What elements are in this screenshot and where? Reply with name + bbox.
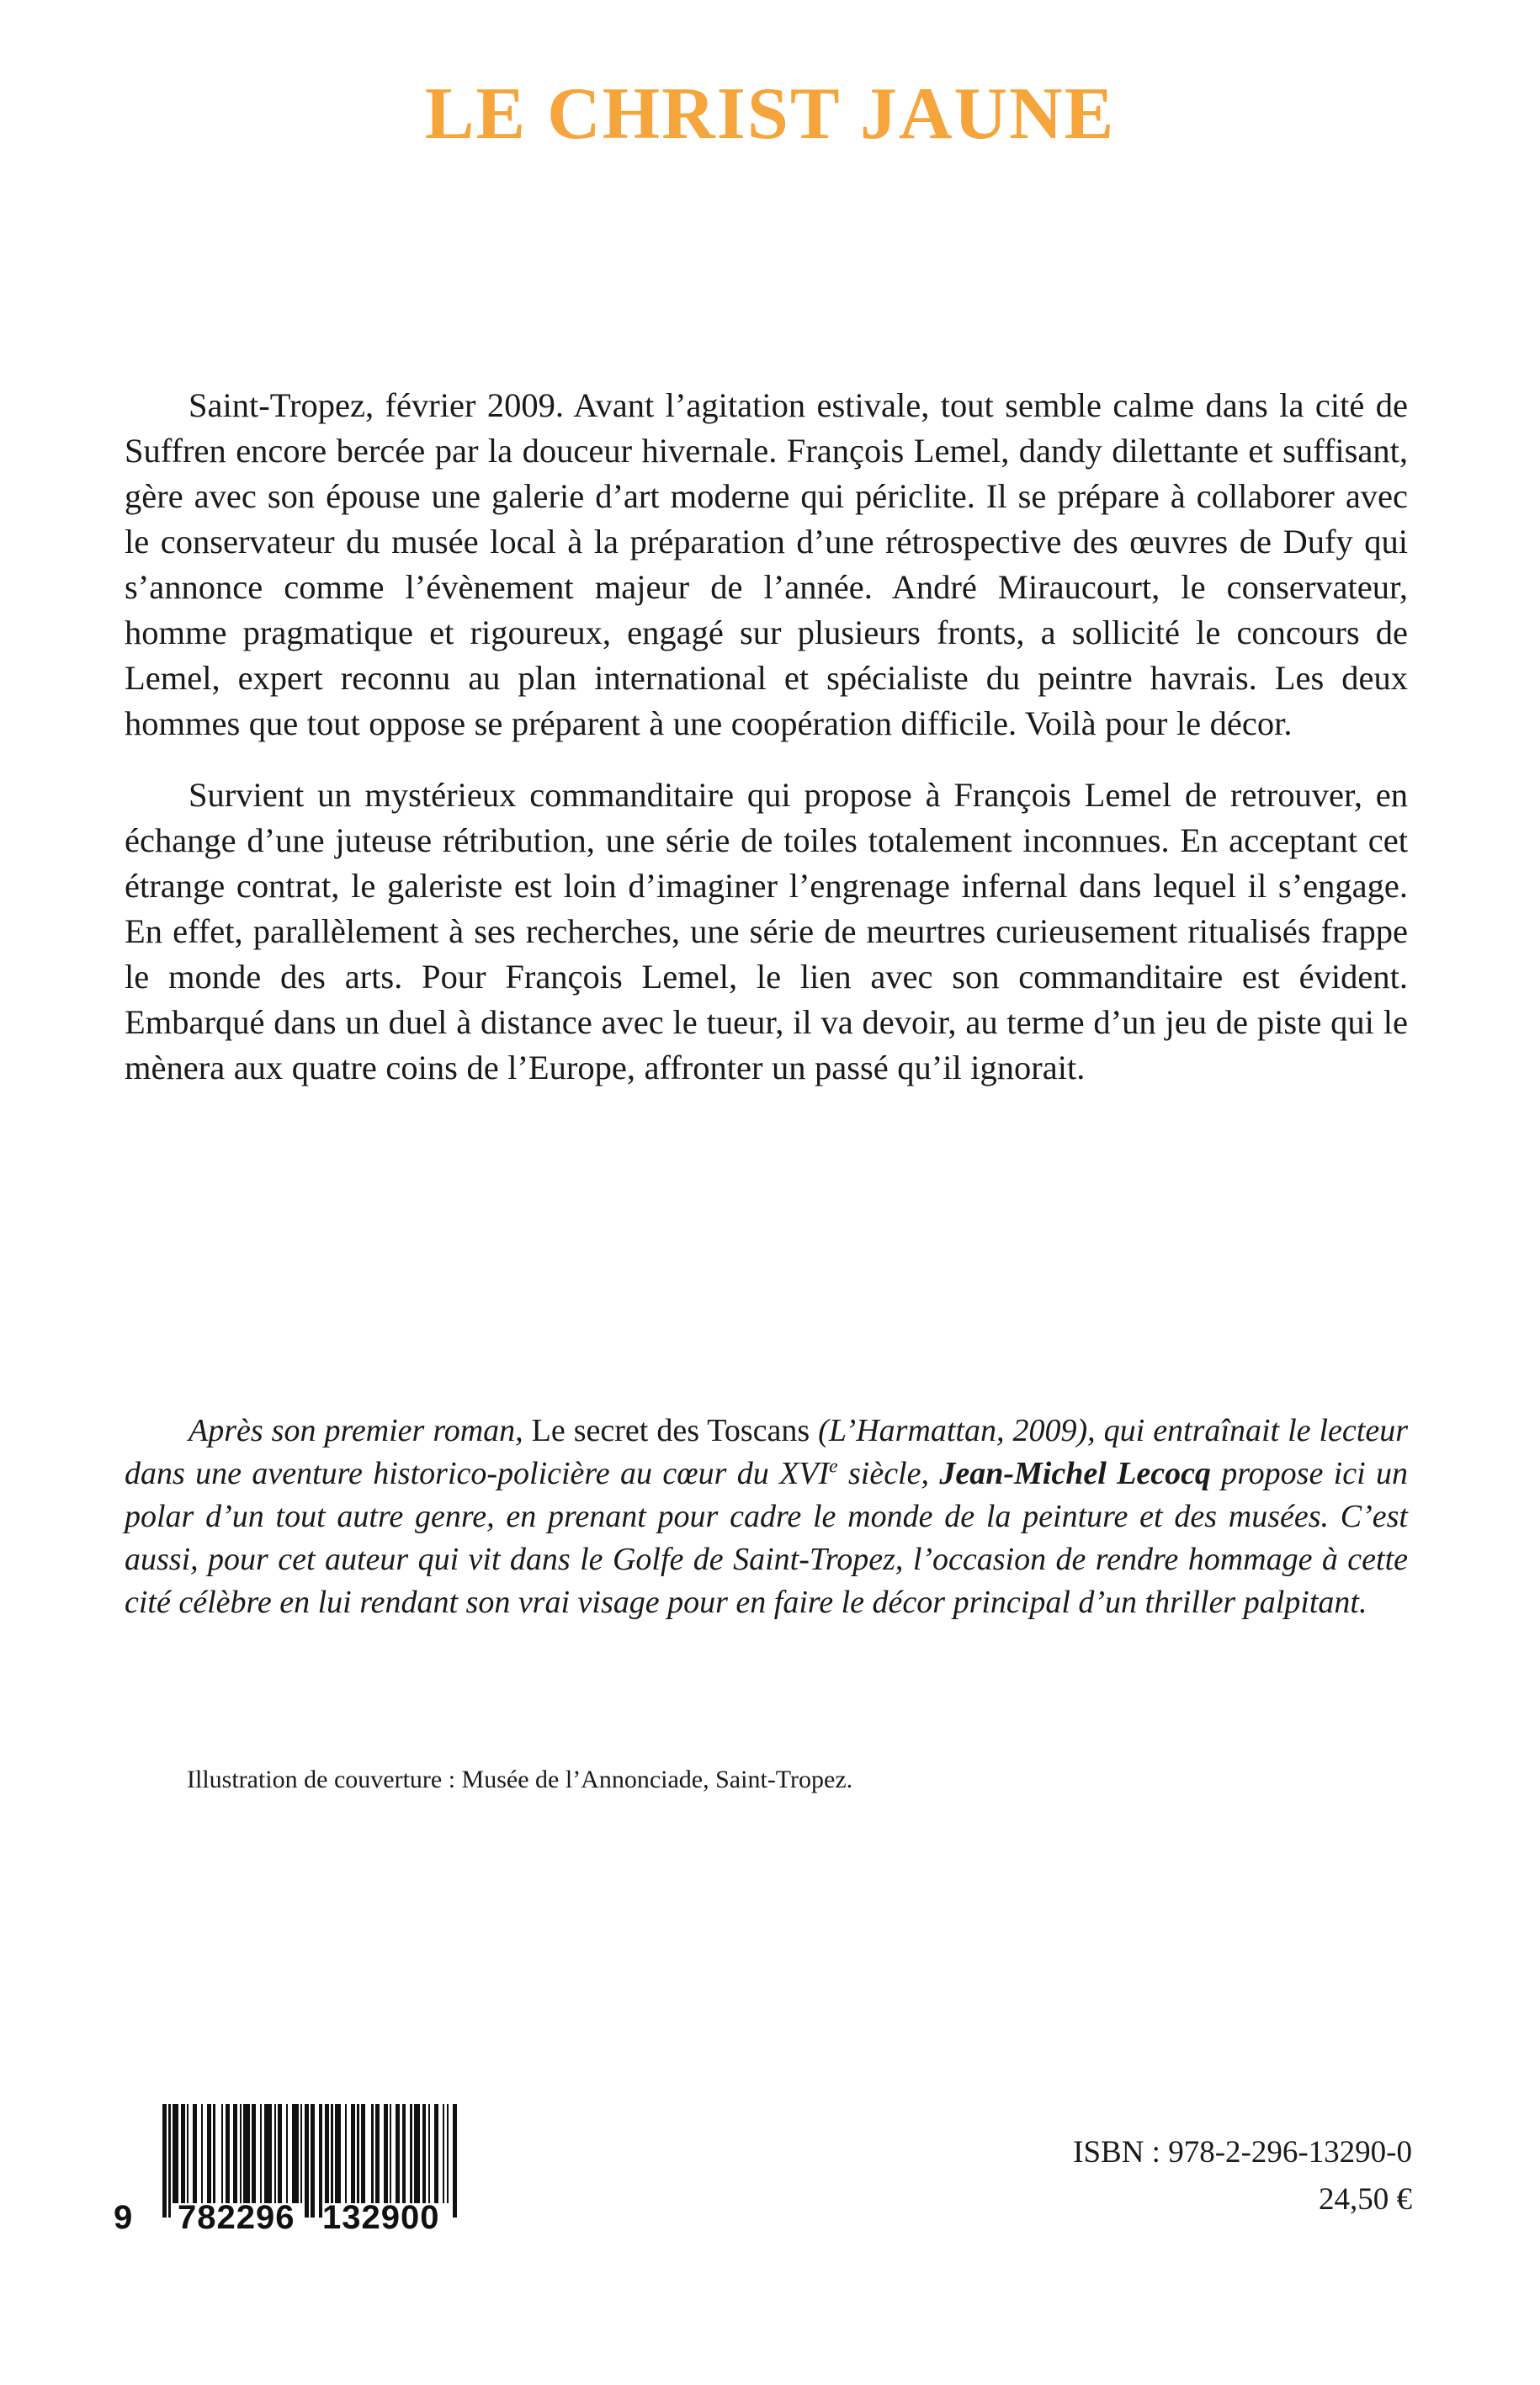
author-name: Jean-Michel Lecocq: [939, 1456, 1211, 1492]
barcode-bar: [173, 2104, 178, 2203]
barcode-bar: [292, 2104, 298, 2203]
ordinal-superscript: e: [829, 1455, 838, 1478]
barcode-lead-digit: 9: [114, 2199, 134, 2236]
barcode-right-group: 132900: [322, 2199, 440, 2236]
barcode-digits: [114, 2199, 467, 2236]
isbn-text: ISBN : 978-2-296-13290-0: [1073, 2135, 1412, 2170]
title-block: [0, 73, 1540, 155]
previous-book-title: Le secret des Toscans: [531, 1413, 810, 1448]
barcode-bar: [243, 2104, 249, 2203]
page-title: LE CHRIST JAUNE: [424, 73, 1116, 155]
price-text: 24,50 €: [1319, 2181, 1412, 2217]
barcode-bar: [335, 2104, 341, 2203]
blurb-paragraph-2: Survient un mystérieux commanditaire qui propose à François Lemel de retrouver, en échange d’une juteuse rétribution, une série de toiles totalement inconnues. En acceptant cet étrange contrat, le galeriste est loin d’imaginer l’engrenage infernal dans lequel il s’engage. En effet, parallèlement à ses recherches, une série de meurtres curieusement ritualisés frappe le monde des arts. Pour François Lemel, le lien avec son commanditaire est évident. Embarqué dans un duel à distance avec le tueur, il va devoir, au terme d’un jeu de piste qui le mènera aux quatre coins de l’Europe, affronter un passé qu’il ignorait.: [125, 775, 1408, 1086]
author-note-segment-4: propose ici un polar d’un tout autre genre, en prenant pour cadre le monde de la peinture et des musées. C’est aussi, pour cet auteur qui vit dans le Golfe de Saint-Tropez, l’occasion de rendre hommage à cette cité célèbre en lui rendant son vrai visage pour en faire le décor principal d’un thriller palpitant.: [125, 1456, 1409, 1621]
author-note-segment-2: (L’Harmattan, 2009), qui entraînait le lecteur dans une aventure historico-policière au cœur du XVI: [125, 1413, 1409, 1492]
barcode-space: [215, 2104, 221, 2203]
author-note-paragraph: [125, 1410, 1408, 1625]
barcode-block: [114, 2104, 467, 2236]
barcode-left-group: 782296: [178, 2199, 295, 2236]
barcode-bar: [264, 2104, 273, 2203]
author-note: [125, 1410, 1408, 1625]
author-note-segment-1: Après son premier roman,: [189, 1413, 532, 1448]
author-note-segment-3: siècle,: [837, 1456, 940, 1492]
illustration-credit: Illustration de couverture : Musée de l’Annonciade, Saint-Tropez.: [187, 1766, 853, 1793]
barcode-space: [365, 2104, 371, 2203]
barcode-bar: [414, 2104, 420, 2203]
publication-info: [1073, 2129, 1412, 2223]
blurb-text-column: [125, 383, 1408, 1091]
blurb-paragraph-1: Saint-Tropez, février 2009. Avant l’agitation estivale, tout semble calme dans la cité de Suffren encore bercée par la douceur hivernale. François Lemel, dandy dilettante et suffisant, gère avec son épouse une galerie d’art moderne qui périclite. Il se prépare à collaborer avec le conservateur du musée local à la préparation d’une rétrospective des œuvres de Dufy qui s’annonce comme l’évènement majeur de l’année. André Miraucourt, le conservateur, homme pragmatique et rigoureux, engagé sur plusieurs fronts, a sollicité le concours de Lemel, expert reconnu au plan international et spécialiste du peintre havrais. Les deux hommes que tout oppose se préparent à une coopération difficile. Voilà pour le décor.: [125, 386, 1408, 743]
